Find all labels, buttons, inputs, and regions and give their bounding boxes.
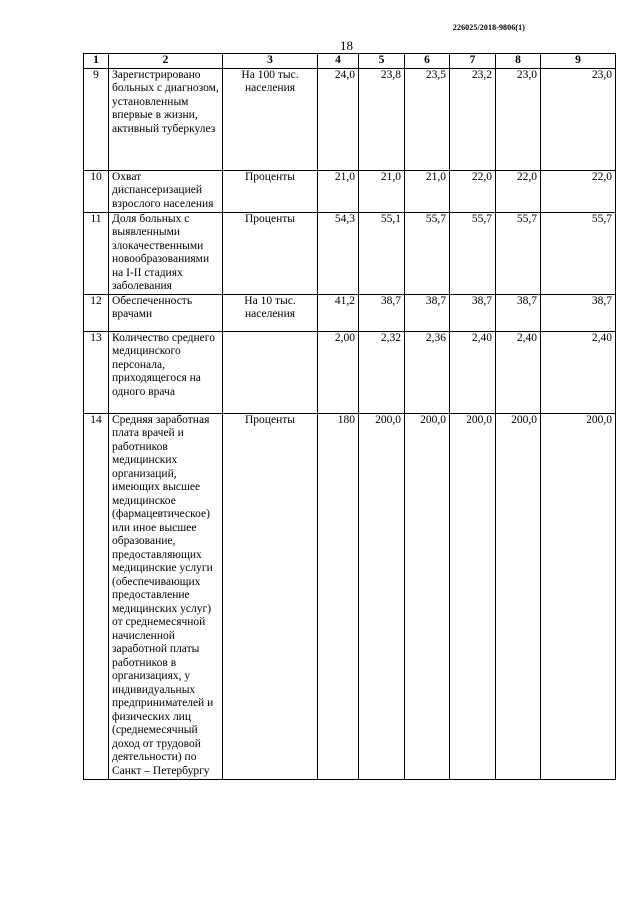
value-cell: 180	[318, 413, 359, 779]
value-cell: 23,2	[450, 68, 496, 170]
value-cell: 55,1	[359, 212, 405, 294]
value-cell: 55,7	[541, 212, 616, 294]
indicator-text: Охват диспансеризацией взрослого населения	[109, 170, 223, 212]
unit-text: На 100 тыс. населения	[223, 68, 318, 170]
value-cell: 41,2	[318, 294, 359, 331]
column-number-header: 5	[359, 54, 405, 69]
value-cell: 200,0	[541, 413, 616, 779]
indicator-text: Доля больных с выявленными злокачественными новообразованиями на I-II стадиях заболевания	[109, 212, 223, 294]
column-number-header: 2	[109, 54, 223, 69]
value-cell: 38,7	[359, 294, 405, 331]
unit-text: На 10 тыс. населения	[223, 294, 318, 331]
value-cell: 2,40	[541, 331, 616, 413]
table-row	[84, 170, 616, 212]
column-number-header: 6	[405, 54, 450, 69]
table-row	[84, 68, 616, 170]
value-cell: 2,40	[496, 331, 541, 413]
unit-text: Проценты	[223, 170, 318, 212]
value-cell: 23,0	[496, 68, 541, 170]
value-cell: 38,7	[450, 294, 496, 331]
unit-text	[223, 331, 318, 413]
value-cell: 55,7	[405, 212, 450, 294]
value-cell: 21,0	[405, 170, 450, 212]
row-number: 9	[84, 68, 109, 170]
row-number: 12	[84, 294, 109, 331]
unit-text: Проценты	[223, 413, 318, 779]
value-cell: 55,7	[496, 212, 541, 294]
value-cell: 2,40	[450, 331, 496, 413]
value-cell: 21,0	[359, 170, 405, 212]
value-cell: 23,5	[405, 68, 450, 170]
page-number: 18	[340, 38, 353, 53]
value-cell: 200,0	[359, 413, 405, 779]
value-cell: 22,0	[450, 170, 496, 212]
value-cell: 23,0	[541, 68, 616, 170]
table-row	[84, 331, 616, 413]
column-number-header: 9	[541, 54, 616, 69]
unit-text: Проценты	[223, 212, 318, 294]
row-number: 10	[84, 170, 109, 212]
row-number: 11	[84, 212, 109, 294]
value-cell: 200,0	[405, 413, 450, 779]
row-number: 14	[84, 413, 109, 779]
value-cell: 2,36	[405, 331, 450, 413]
column-number-header: 8	[496, 54, 541, 69]
column-number-header: 4	[318, 54, 359, 69]
column-number-header: 7	[450, 54, 496, 69]
table-row	[84, 413, 616, 779]
value-cell: 22,0	[496, 170, 541, 212]
indicators-table	[83, 53, 616, 780]
indicator-text: Обеспеченность врачами	[109, 294, 223, 331]
value-cell: 24,0	[318, 68, 359, 170]
document-id: 226025/2018-9806(1)	[452, 23, 525, 32]
value-cell: 2,32	[359, 331, 405, 413]
value-cell: 38,7	[496, 294, 541, 331]
indicator-text: Количество среднего медицинского персонала, приходящегося на одного врача	[109, 331, 223, 413]
value-cell: 200,0	[450, 413, 496, 779]
indicator-text: Средняя заработная плата врачей и работников медицинских организаций, имеющих высшее медицинское (фармацевтическое) или иное высшее образование, предоставляющих медицинские услуги (обеспечивающих предоставление медицинских услуг) от среднемесячной начисленной заработной платы работников в организациях, у индивидуальных предпринимателей и физических лиц (среднемесячный доход от трудовой деятельности) по Санкт – Петербургу	[109, 413, 223, 779]
table-row	[84, 212, 616, 294]
table-row	[84, 294, 616, 331]
column-number-header: 3	[223, 54, 318, 69]
table-body	[84, 68, 616, 779]
table-header-row	[84, 54, 616, 69]
value-cell: 38,7	[405, 294, 450, 331]
value-cell: 54,3	[318, 212, 359, 294]
indicator-text: Зарегистрировано больных с диагнозом, установленным впервые в жизни, активный туберкулез	[109, 68, 223, 170]
row-number: 13	[84, 331, 109, 413]
value-cell: 21,0	[318, 170, 359, 212]
value-cell: 38,7	[541, 294, 616, 331]
value-cell: 200,0	[496, 413, 541, 779]
value-cell: 22,0	[541, 170, 616, 212]
column-number-header: 1	[84, 54, 109, 69]
value-cell: 55,7	[450, 212, 496, 294]
value-cell: 2,00	[318, 331, 359, 413]
value-cell: 23,8	[359, 68, 405, 170]
